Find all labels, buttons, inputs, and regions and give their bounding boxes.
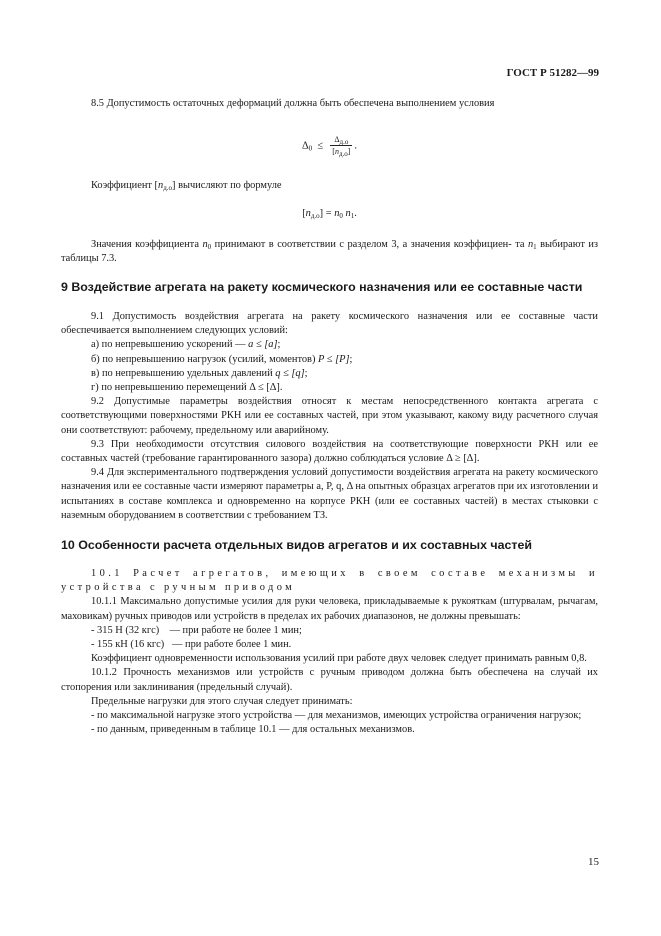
coefficient-line — [61, 179, 598, 193]
text-fragment: г) по непревышению перемещений — [91, 382, 250, 394]
text-fragment: в) по непревышению удельных давлений — [91, 367, 276, 379]
document-header: ГОСТ Р 51282—99 — [506, 67, 599, 79]
formula-subscript: 0 — [207, 242, 212, 251]
formula-operator: ≤ — [317, 140, 324, 152]
formula-fraction — [330, 135, 352, 157]
formula-subscript: 1 — [350, 212, 355, 221]
formula-residual-deformation — [61, 135, 598, 157]
formula-term: n — [342, 208, 351, 220]
text-fragment: выбирают из таблицы 7.3. — [61, 238, 598, 264]
formula-end: . — [354, 208, 357, 220]
formula-term: a ≤ [a] — [248, 339, 278, 351]
condition-d — [61, 381, 598, 395]
clause-10-1: 10.1 Расчет агрегатов, имеющих в своем составе механизмы и устройства с ручным приводом — [61, 568, 598, 594]
page-number: 15 — [588, 856, 599, 868]
load-item: - по данным, приведенным в таблице 10.1 — для остальных механизмов. — [91, 724, 415, 736]
section-10-heading: 10 Особенности расчета отдельных видов агрегатов и их составных частей — [61, 538, 532, 553]
limit-loads-intro: Предельные нагрузки для этого случая следует принимать: — [91, 695, 353, 707]
formula-operator: ] = — [319, 208, 335, 220]
condition-a — [61, 338, 598, 352]
formula-subscript: д.о — [338, 150, 348, 159]
load-item: - по максимальной нагрузке этого устройства — для механизмов, имеющих устройства ограничения нагрузок; — [91, 710, 582, 722]
limit-item: - 315 Н (32 кгс) — при работе не более 1 мин; — [91, 624, 302, 636]
text-fragment: б) по непревышению нагрузок (усилий, моментов) — [91, 353, 319, 365]
fraction-denominator — [330, 146, 352, 157]
limit-item: - 155 кН (16 кгс) — при работе более 1 мин. — [91, 639, 292, 651]
text-fragment: ; — [349, 353, 353, 365]
condition-b — [61, 353, 598, 367]
formula-term: n — [334, 208, 340, 220]
clause-10-1-2: 10.1.2 Прочность механизмов или устройств с ручным приводом должна быть обеспечена на случай их стопорения или заклинивания (предельный случай). — [61, 667, 598, 693]
text-fragment: ; — [277, 339, 281, 351]
formula-subscript: д.о — [163, 184, 173, 193]
text-fragment: принимают в соответствии с разделом 3, а значения коэффициен- — [211, 238, 512, 250]
text-fragment: Значения коэффициента — [91, 238, 203, 250]
text-fragment: ] вычисляют по формуле — [172, 180, 282, 192]
text-fragment: Коэффициент [ — [91, 180, 158, 192]
formula-subscript: 0 — [308, 144, 313, 153]
formula-term: Δ ≤ [Δ] — [249, 382, 280, 394]
coefficient-values — [61, 238, 598, 266]
clause-9-2: 9.2 Допустимые параметры воздействия относят к местам непосредственного контакта агрегата с соответствующими поверхностями РКН или ее составных частей, при этом указывают, какому виду расчетного случая они соответствуют: рабочему, предельному или аварийному. — [61, 396, 598, 436]
simultaneity-coefficient: Коэффициент одновременности использования усилий при работе двух человек следует принимать равным 0,8. — [91, 653, 587, 665]
formula-end: . — [354, 140, 358, 152]
formula-bracket: [ — [302, 208, 306, 220]
formula-term: n — [527, 238, 534, 250]
formula-term: P ≤ [P] — [318, 353, 350, 365]
formula-term: n — [305, 208, 311, 220]
formula-bracket: ] — [347, 147, 351, 157]
condition-c — [61, 367, 598, 381]
formula-subscript: д.о — [339, 138, 349, 147]
formula-subscript: д.о — [310, 212, 320, 221]
clause-9-3: 9.3 При необходимости отсутствия силового воздействия на соответствующие поверхности РКН или ее составных частей (требование гарантированного зазора) должно соблюдаться условие Δ ≥ [Δ]. — [61, 438, 598, 465]
formula-term: n — [334, 147, 339, 157]
clause-10-1-1: 10.1.1 Максимально допустимые усилия для руки человека, прикладываемые к рукояткам (штурвалам, рычагам, маховикам) ручных приводов или устройств в пределах их рабочих диапазонов, не должны превышать: — [61, 596, 598, 622]
formula-subscript: 0 — [339, 212, 343, 221]
formula-term: Δ — [301, 140, 309, 152]
section-9-heading: 9 Воздействие агрегата на ракету космического назначения или ее составные части — [61, 280, 583, 295]
formula-term: n — [202, 238, 208, 250]
formula-term: Δ — [334, 135, 340, 145]
formula-term: n — [158, 180, 164, 192]
clause-9-4: 9.4 Для экспериментального подтверждения условий допустимости воздействия агрегата на ракету космического назначения или ее составные части измеряют параметры a, P, q, Δ на опытных образцах агрегатов при их изготовлении и испытаниях в составе комплекса и одновременно на корпусе РКН (или ее составных частей) в местах стыковки с наземным оборудованием в соответствии с требованием ТЗ. — [61, 467, 598, 521]
page-content — [61, 97, 598, 738]
clause-9-1: 9.1 Допустимость воздействия агрегата на ракету космического назначения или ее составные части обеспечивается выполнением следующих условий: — [61, 311, 598, 337]
text-fragment: та — [515, 238, 528, 250]
text-fragment: ; — [304, 367, 308, 379]
formula-coefficient — [61, 207, 598, 221]
formula-bracket: [ — [332, 147, 335, 157]
text-fragment: а) по непревышению ускорений — — [91, 339, 249, 351]
text-fragment: . — [279, 382, 283, 394]
clause-8-5: 8.5 Допустимость остаточных деформаций должна быть обеспечена выполнением условия — [91, 98, 495, 109]
formula-term: q ≤ [q] — [275, 367, 305, 379]
fraction-numerator — [330, 135, 352, 146]
formula-subscript: 1 — [533, 242, 537, 251]
